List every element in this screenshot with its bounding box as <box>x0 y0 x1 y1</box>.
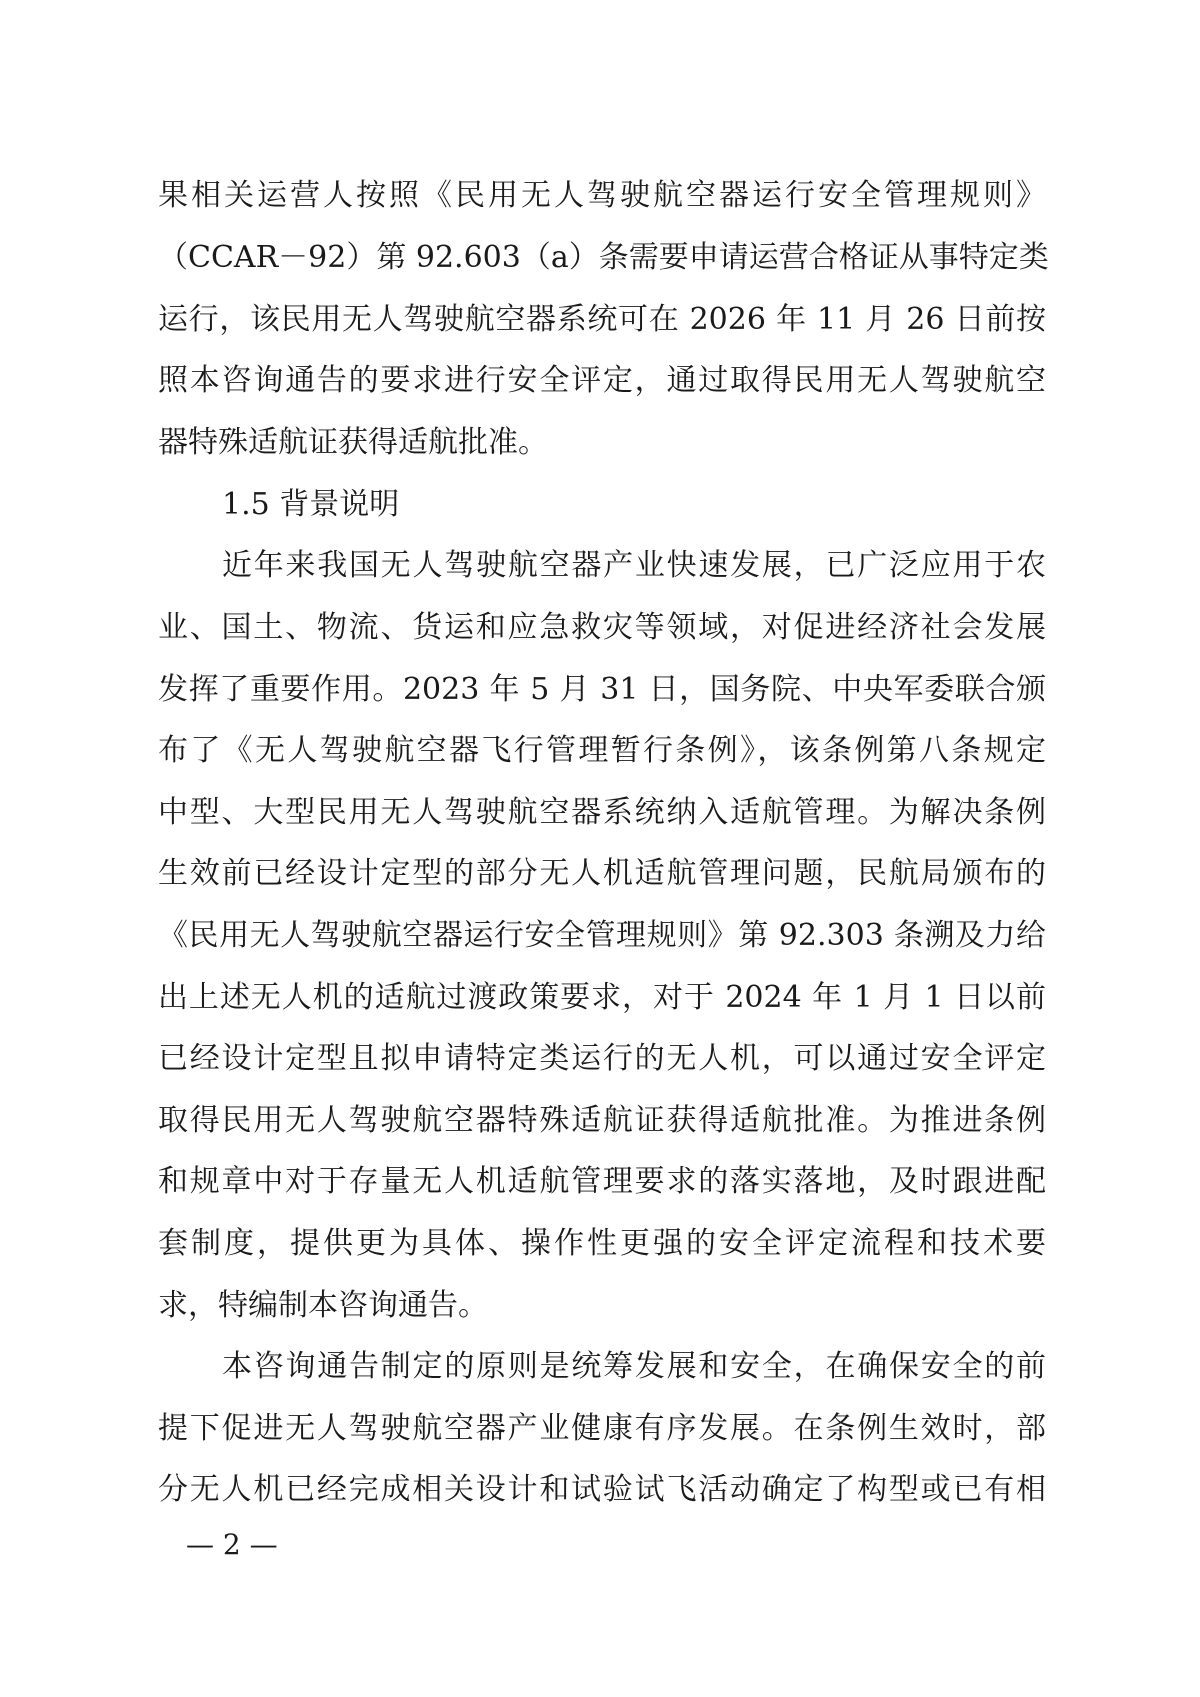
body-line: 分无人机已经完成相关设计和试验试飞活动确定了构型或已有相 <box>158 1472 1046 1507</box>
body-line: 近年来我国无人驾驶航空器产业快速发展，已广泛应用于农 <box>222 548 1046 583</box>
body-line: 套制度，提供更为具体、操作性更强的安全评定流程和技术要 <box>158 1226 1046 1261</box>
body-line: 中型、大型民用无人驾驶航空器系统纳入适航管理。为解决条例 <box>158 795 1046 830</box>
page-number: — 2 — <box>186 1528 278 1561</box>
body-line: 果相关运营人按照《民用无人驾驶航空器运行安全管理规则》 <box>158 178 1046 213</box>
body-line: 取得民用无人驾驶航空器特殊适航证获得适航批准。为推进条例 <box>158 1103 1046 1138</box>
body-line: 和规章中对于存量无人机适航管理要求的落实落地，及时跟进配 <box>158 1164 1046 1199</box>
body-line: 照本咨询通告的要求进行安全评定，通过取得民用无人驾驶航空 <box>158 363 1046 398</box>
body-line: 生效前已经设计定型的部分无人机适航管理问题，民航局颁布的 <box>158 856 1046 891</box>
body-line: （CCAR－92）第 92.603（a）条需要申请运营合格证从事特定类 <box>158 240 1049 275</box>
body-line: 提下促进无人驾驶航空器产业健康有序发展。在条例生效时，部 <box>158 1411 1046 1446</box>
body-line: 已经设计定型且拟申请特定类运行的无人机，可以通过安全评定 <box>158 1041 1046 1076</box>
body-line: 《民用无人驾驶航空器运行安全管理规则》第 92.303 条溯及力给 <box>158 918 1046 953</box>
body-line: 布了《无人驾驶航空器飞行管理暂行条例》，该条例第八条规定 <box>158 733 1046 768</box>
body-line: 业、国土、物流、货运和应急救灾等领域，对促进经济社会发展 <box>158 610 1046 645</box>
body-line: 求，特编制本咨询通告。 <box>158 1288 488 1323</box>
body-line: 器特殊适航证获得适航批准。 <box>158 425 548 460</box>
body-line: 出上述无人机的适航过渡政策要求，对于 2024 年 1 月 1 日以前 <box>158 980 1046 1015</box>
body-line: 运行，该民用无人驾驶航空器系统可在 2026 年 11 月 26 日前按 <box>158 302 1046 337</box>
section-heading: 1.5 背景说明 <box>222 487 400 522</box>
body-line: 本咨询通告制定的原则是统筹发展和安全，在确保安全的前 <box>222 1349 1046 1384</box>
body-line: 发挥了重要作用。2023 年 5 月 31 日，国务院、中央军委联合颁 <box>158 672 1046 707</box>
